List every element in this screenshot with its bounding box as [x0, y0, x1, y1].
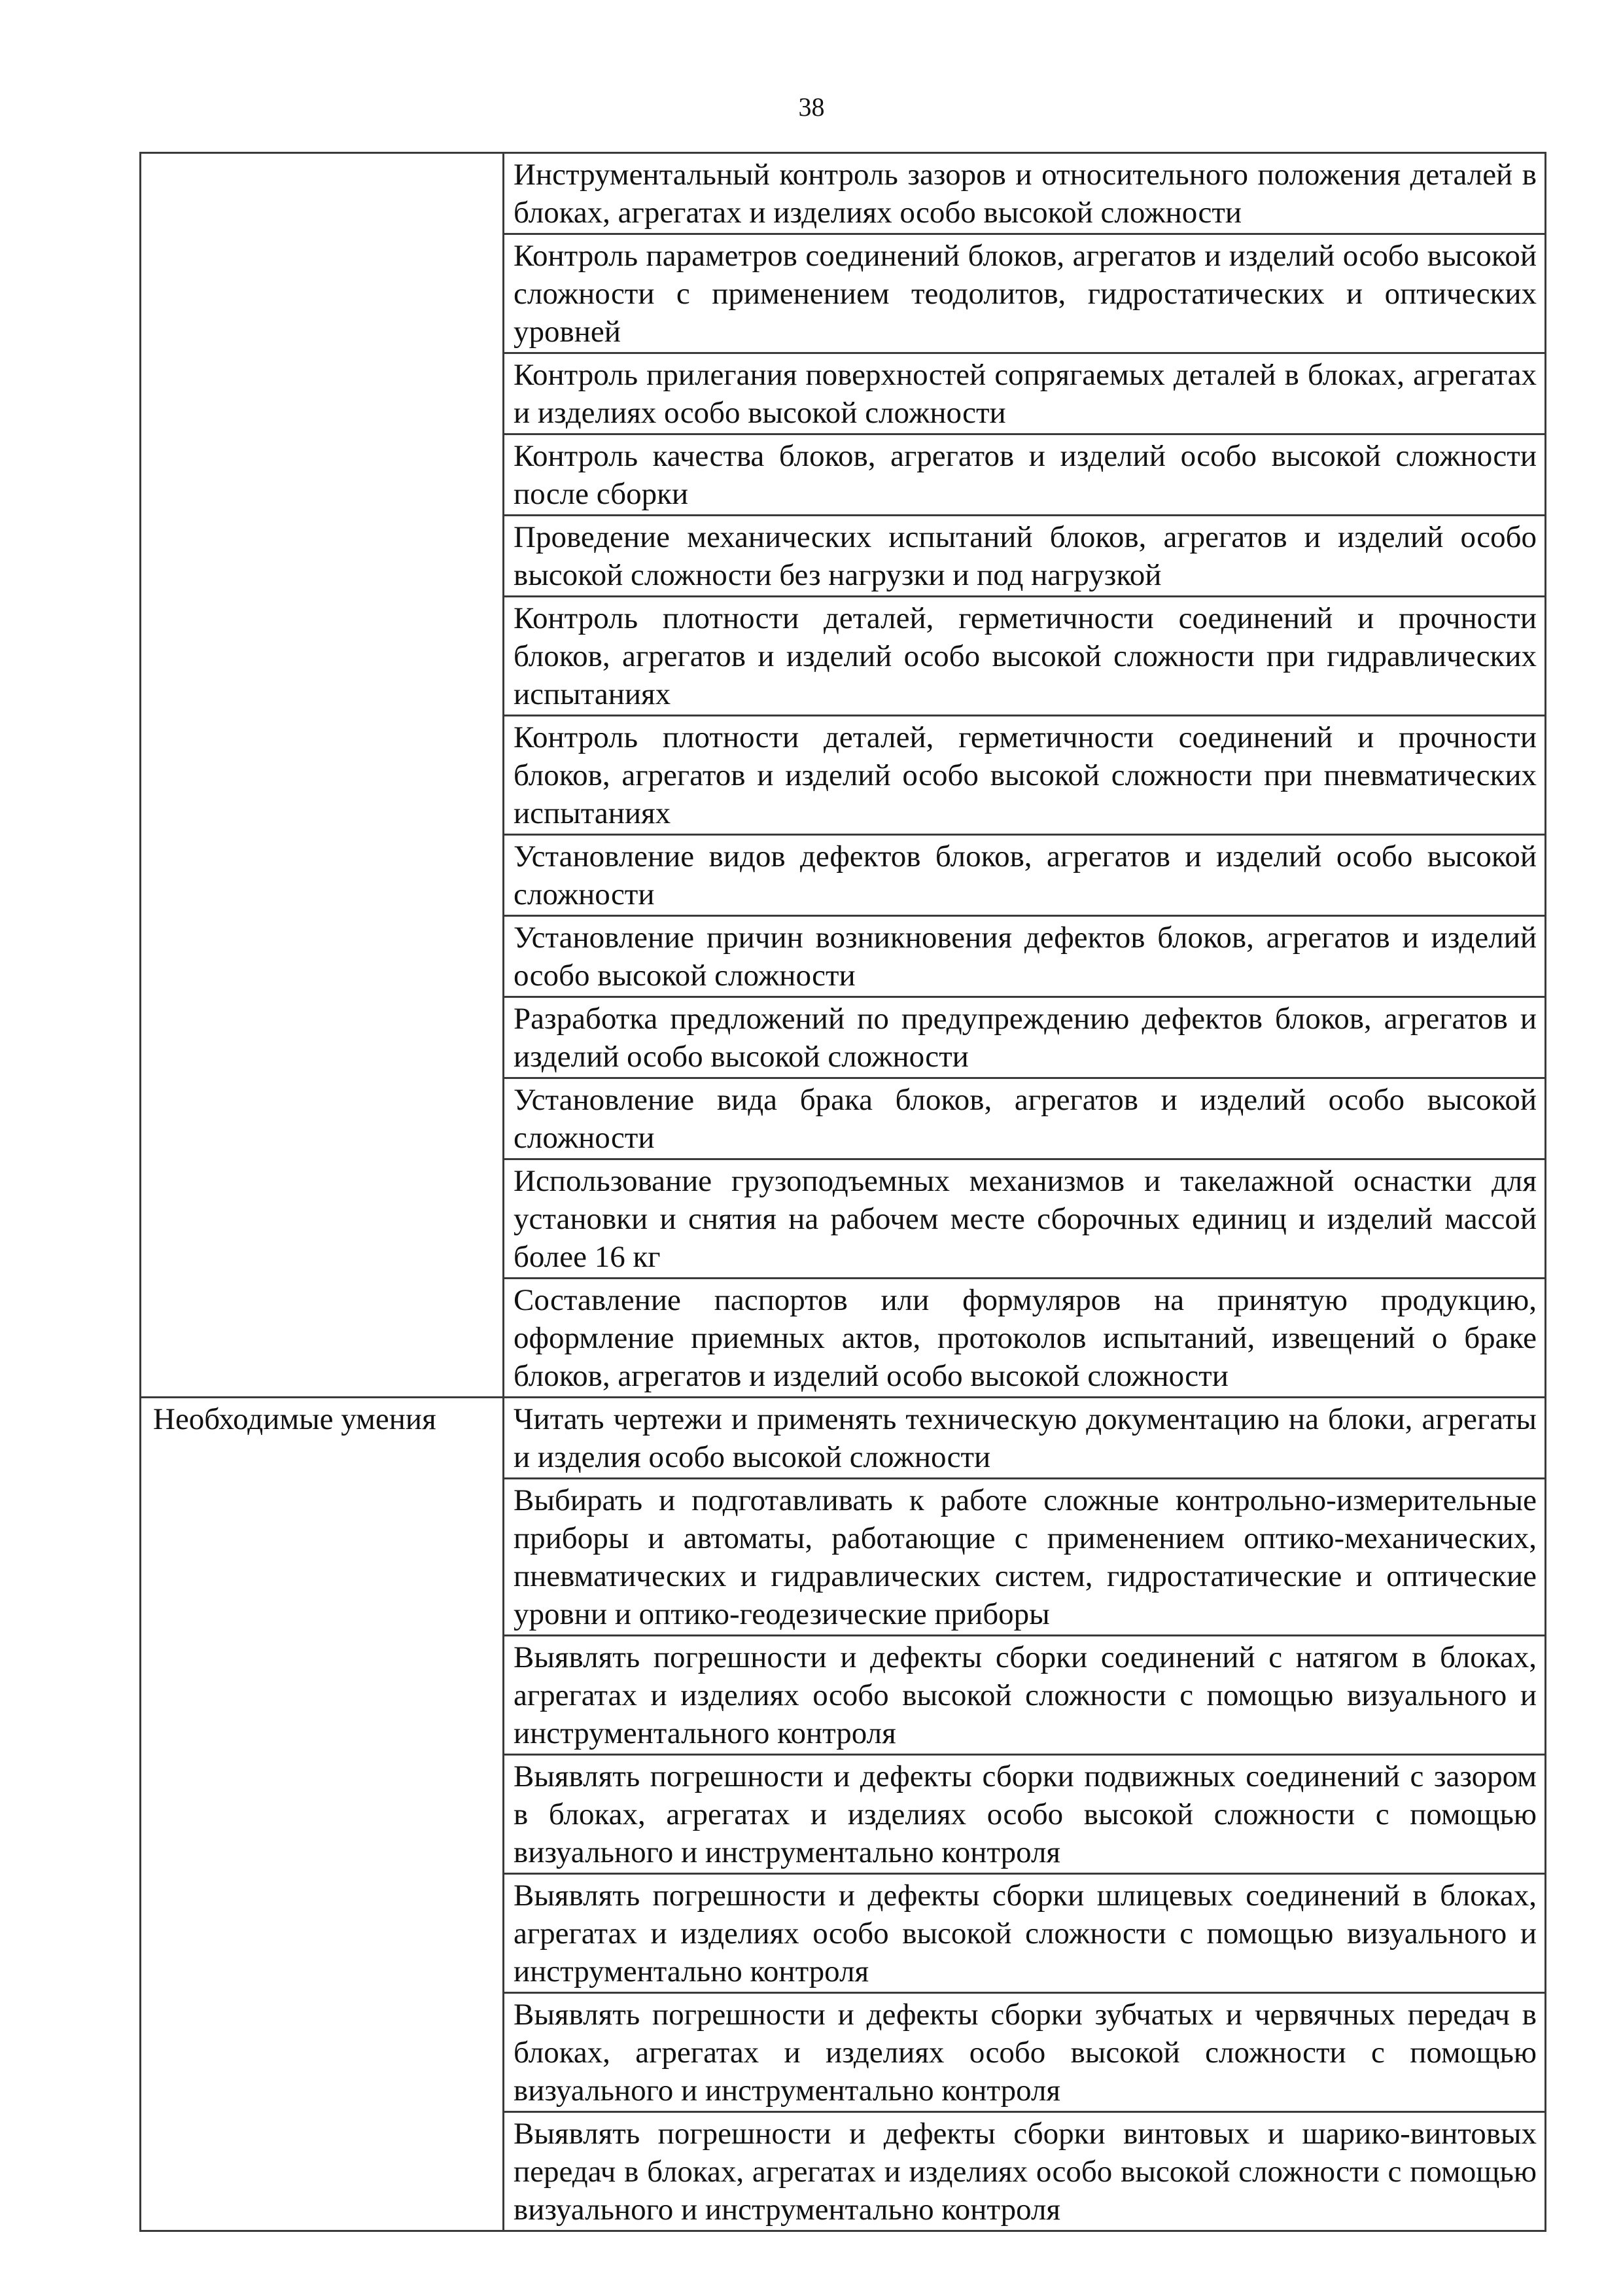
- table-cell-item: Установление вида брака блоков, агрегатов и изделий особо высокой сложности: [504, 1078, 1546, 1159]
- requirements-table: [139, 152, 1546, 2232]
- table-cell-item: Контроль плотности деталей, герметичности соединений и прочности блоков, агрегатов и изделий особо высокой сложности при гидравлических испытаниях: [504, 597, 1546, 716]
- table-cell-item: Проведение механических испытаний блоков, агрегатов и изделий особо высокой сложности без нагрузки и под нагрузкой: [504, 516, 1546, 597]
- table-cell-item: Использование грузоподъемных механизмов и такелажной оснастки для установки и снятия на рабочем месте сборочных единиц и изделий массой более 16 кг: [504, 1159, 1546, 1279]
- labor-actions-label-cell: [141, 153, 504, 1398]
- table-cell-item: Выявлять погрешности и дефекты сборки винтовых и шарико-винтовых передач в блоках, агрегатах и изделиях особо высокой сложности с помощью визуального и инструментально контроля: [504, 2112, 1546, 2231]
- page-number: 38: [798, 92, 825, 122]
- table-cell-item: Составление паспортов или формуляров на принятую продукцию, оформление приемных актов, протоколов испытаний, извещений о браке блоков, агрегатов и изделий особо высокой сложности: [504, 1279, 1546, 1398]
- table-cell-item: Читать чертежи и применять техническую документацию на блоки, агрегаты и изделия особо высокой сложности: [504, 1398, 1546, 1479]
- table-cell-item: Контроль параметров соединений блоков, агрегатов и изделий особо высокой сложности с применением теодолитов, гидростатических и оптических уровней: [504, 234, 1546, 353]
- table-row: [141, 153, 1546, 234]
- table-cell-item: Установление причин возникновения дефектов блоков, агрегатов и изделий особо высокой сложности: [504, 916, 1546, 997]
- table-cell-item: Контроль качества блоков, агрегатов и изделий особо высокой сложности после сборки: [504, 434, 1546, 516]
- table-cell-item: Контроль прилегания поверхностей сопрягаемых деталей в блоках, агрегатах и изделиях особо высокой сложности: [504, 353, 1546, 434]
- table-row: [141, 1398, 1546, 1479]
- table-cell-item: Инструментальный контроль зазоров и относительного положения деталей в блоках, агрегатах и изделиях особо высокой сложности: [504, 153, 1546, 234]
- table-cell-item: Выявлять погрешности и дефекты сборки соединений с натягом в блоках, агрегатах и изделиях особо высокой сложности с помощью визуального и инструментального контроля: [504, 1636, 1546, 1755]
- skills-label-cell: Необходимые умения: [141, 1398, 504, 2231]
- table-cell-item: Выявлять погрешности и дефекты сборки зубчатых и червячных передач в блоках, агрегатах и изделиях особо высокой сложности с помощью визуального и инструментально контроля: [504, 1993, 1546, 2112]
- table-cell-item: Выявлять погрешности и дефекты сборки шлицевых соединений в блоках, агрегатах и изделиях особо высокой сложности с помощью визуального и инструментально контроля: [504, 1874, 1546, 1993]
- table-cell-item: Выбирать и подготавливать к работе сложные контрольно-измерительные приборы и автоматы, работающие с применением оптико-механических, пневматических и гидравлических систем, гидростатические и оптические уровни и оптико-геодезические приборы: [504, 1479, 1546, 1636]
- table-cell-item: Выявлять погрешности и дефекты сборки подвижных соединений с зазором в блоках, агрегатах и изделиях особо высокой сложности с помощью визуального и инструментально контроля: [504, 1755, 1546, 1874]
- table-cell-item: Разработка предложений по предупреждению дефектов блоков, агрегатов и изделий особо высокой сложности: [504, 997, 1546, 1078]
- table-cell-item: Контроль плотности деталей, герметичности соединений и прочности блоков, агрегатов и изделий особо высокой сложности при пневматических испытаниях: [504, 716, 1546, 835]
- table-cell-item: Установление видов дефектов блоков, агрегатов и изделий особо высокой сложности: [504, 835, 1546, 916]
